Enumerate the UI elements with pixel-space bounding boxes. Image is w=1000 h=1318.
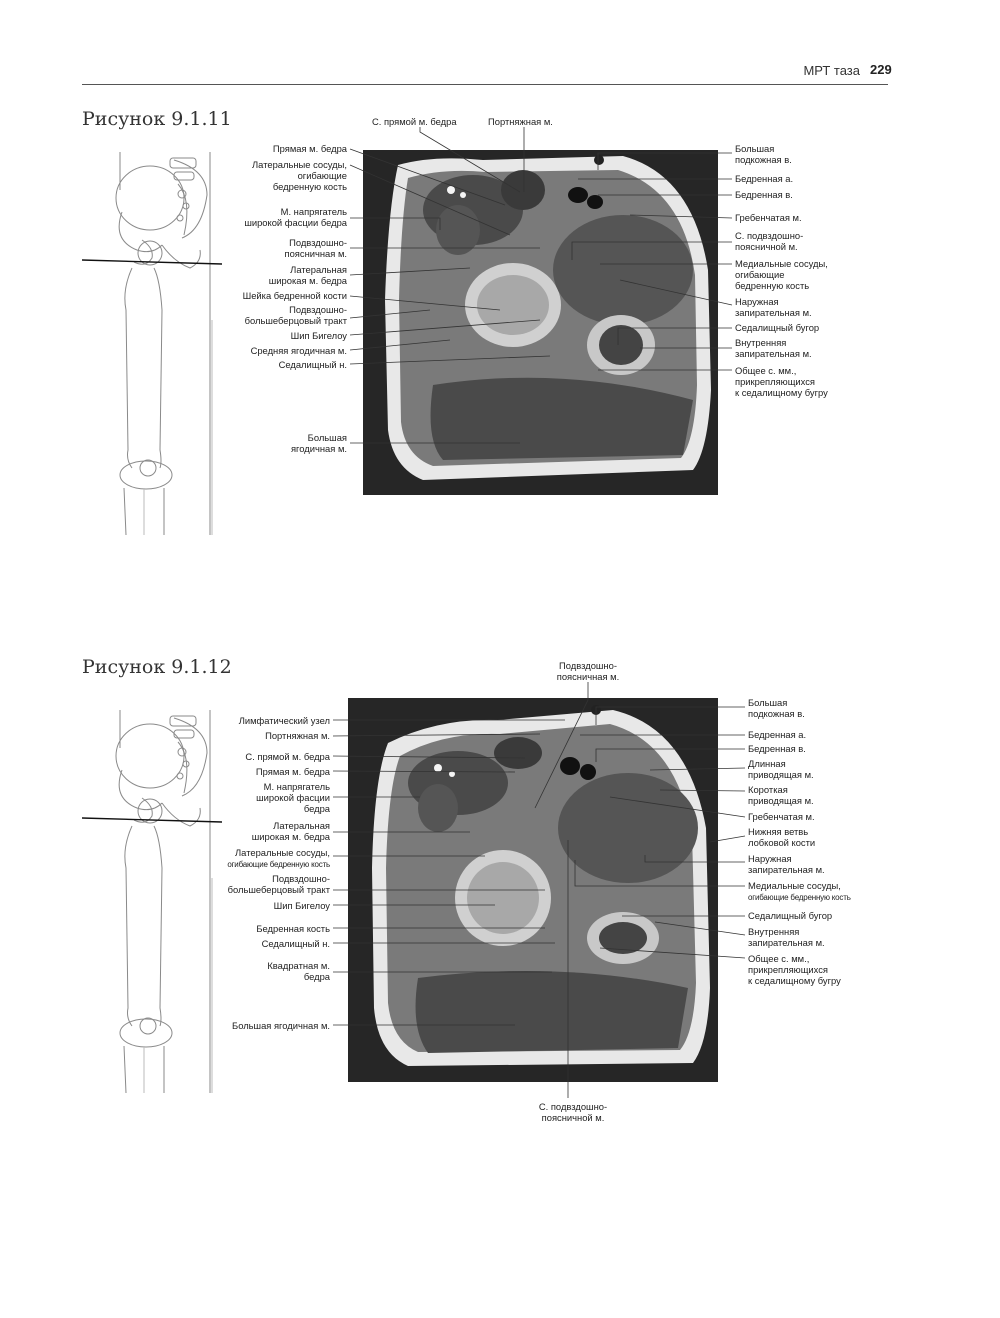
fig1-label-gluteus-medius: Средняя ягодичная м. [250, 345, 347, 356]
mri-image-1 [363, 150, 718, 495]
fig2-label-medial-circumflex-2: огибающие бедренную кость [748, 893, 851, 902]
fig2-top-label-iliopsoas: Подвздошно- поясничная м. [556, 660, 620, 682]
fig1-label-obturator-internus: Внутренняя запирательная м. [735, 337, 812, 359]
fig2-label-vastus-lateralis: Латеральная широкая м. бедра [251, 820, 330, 842]
fig2-bottom-label-iliopsoas-tendon: С. подвздошно- поясничной м. [538, 1101, 608, 1123]
fig2-label-lateral-circumflex: Латеральные сосуды, [235, 847, 330, 858]
fig2-label-medial-circumflex: Медиальные сосуды, [748, 880, 841, 891]
fig1-label-sciatic: Седалищный н. [278, 359, 347, 370]
fig2-label-sciatic: Седалищный н. [261, 938, 330, 949]
fig2-label-femur: Бедренная кость [256, 923, 330, 934]
fig2-label-femoral-artery: Бедренная а. [748, 729, 807, 740]
fig2-label-pectineus: Гребенчатая м. [748, 811, 815, 822]
fig2-label-obturator-externus: Наружная запирательная м. [748, 853, 825, 875]
fig2-label-sartorius: Портняжная м. [265, 730, 330, 741]
fig1-label-tfl: М. напрягатель широкой фасции бедра [244, 206, 347, 228]
fig1-label-great-saphenous: Большая подкожная в. [735, 143, 792, 165]
fig2-label-gluteus-maximus: Большая ягодичная м. [232, 1020, 330, 1031]
fig2-label-ischial-tuberosity: Седалищный бугор [748, 910, 833, 921]
fig2-label-common-tendon: Общее с. мм., прикрепляющихся к седалищному бугру [748, 953, 841, 986]
figure-title-1: Рисунок 9.1.11 [82, 108, 232, 130]
fig2-label-it-tract: Подвздошно- большеберцовый тракт [227, 873, 330, 895]
fig2-label-femoral-vein: Бедренная в. [748, 743, 806, 754]
fig2-label-tfl: М. напрягатель широкой фасции бедра [256, 781, 330, 814]
fig1-label-ischial-tuberosity: Седалищный бугор [735, 322, 820, 333]
fig1-label-gluteus-maximus: Большая ягодичная м. [290, 432, 347, 454]
fig1-label-rectus-femoris: Прямая м. бедра [272, 143, 347, 154]
fig1-label-iliopsoas: Подвздошно- поясничная м. [284, 237, 347, 259]
fig1-label-lateral-circumflex: Латеральные сосуды, огибающие бедренную кость [252, 159, 347, 192]
fig1-label-medial-circumflex: Медиальные сосуды, огибающие бедренную кость [735, 258, 828, 291]
fig1-label-common-tendon: Общее с. мм., прикрепляющихся к седалищному бугру [735, 365, 828, 398]
running-header-title: МРТ таза [803, 63, 860, 78]
fig2-label-adductor-brevis: Короткая приводящая м. [748, 784, 814, 806]
fig1-label-femoral-vein: Бедренная в. [735, 189, 793, 200]
fig1-label-vastus-lateralis: Латеральная широкая м. бедра [268, 264, 347, 286]
fig2-label-obturator-internus: Внутренняя запирательная м. [748, 926, 825, 948]
page-number: 229 [870, 62, 892, 77]
leg-skeleton-illustration-1 [82, 150, 222, 535]
mri-image-2 [348, 698, 718, 1082]
fig1-label-iliopsoas-tendon: С. подвздошно- поясничной м. [735, 230, 804, 252]
fig2-label-inferior-pubic-ramus: Нижняя ветвь лобковой кости [748, 826, 816, 848]
fig1-label-it-tract: Подвздошно- большеберцовый тракт [244, 304, 347, 326]
fig1-top-label-sartorius: Портняжная м. [488, 116, 553, 127]
fig2-label-great-saphenous: Большая подкожная в. [748, 697, 805, 719]
fig2-label-bigelow: Шип Бигелоу [273, 900, 330, 911]
fig1-top-label-rectus-tendon: С. прямой м. бедра [372, 116, 457, 127]
fig1-label-femoral-artery: Бедренная а. [735, 173, 794, 184]
fig1-label-bigelow: Шип Бигелоу [290, 330, 347, 341]
header-rule [82, 84, 888, 85]
fig2-label-lateral-circumflex-2: огибающие бедренную кость [227, 860, 330, 869]
fig2-label-quadratus: Квадратная м. бедра [267, 960, 330, 982]
fig1-label-pectineus: Гребенчатая м. [735, 212, 802, 223]
figure-title-2: Рисунок 9.1.12 [82, 656, 232, 678]
fig1-label-obturator-externus: Наружная запирательная м. [735, 296, 812, 318]
fig2-label-rectus-tendon: С. прямой м. бедра [245, 751, 330, 762]
fig2-label-lymph-node: Лимфатический узел [238, 715, 330, 726]
fig1-label-femoral-neck: Шейка бедренной кости [242, 290, 347, 301]
fig2-label-rectus-femoris: Прямая м. бедра [255, 766, 330, 777]
fig2-label-adductor-longus: Длинная приводящая м. [748, 758, 814, 780]
